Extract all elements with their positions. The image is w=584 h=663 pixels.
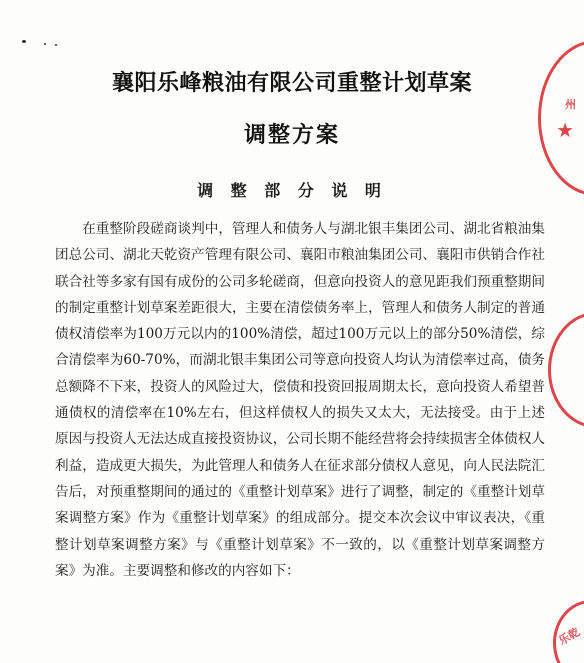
scan-speck: [44, 43, 46, 45]
document-title: 襄阳乐峰粮油有限公司重整计划草案: [111, 70, 472, 96]
seal-star-icon: ★: [556, 118, 574, 142]
seal-text-top: 州: [565, 98, 576, 111]
scan-speck: [22, 40, 26, 43]
seal-text-bottom: 乐乾: [556, 625, 583, 648]
document-subtitle: 调整方案: [243, 122, 340, 148]
seal-stamp-middle: [548, 312, 584, 428]
section-heading: 调 整 部 分 说 明: [197, 181, 387, 200]
scan-speck: [55, 44, 57, 46]
body-paragraph: 在重整阶段磋商谈判中，管理人和债务人与湖北银丰集团公司、湖北省粮油集团总公司、湖北天乾资产管理有限公司、襄阳市粮油集团公司、襄阳市供销合作社联合社等多家有国有成份的公司多轮磋商，但意向投资人的意见距我们预重整期间的制定重整计划草案差距很大，主要在清偿债务率上，管理人和债务人制定的普通债权清偿率为100万元以内的100%清偿，超过100万元以上的部分50%清偿，综合清偿率为60-70%，而湖北银丰集团公司等意向投资人均认为清偿率过高，债务总额降不下来，投资人的风险过大，偿债和投资回报周期太长，意向投资人希望普通债权的清偿率在10%左右，但这样债权人的损失又太大，无法接受。由于上述原因与投资人无法达成直接投资协议，公司长期不能经营将会持续损害全体债权人利益，造成更大损失，为此管理人和债务人在征求部分债权人意见，向人民法院汇告后，对预重整期间的通过的《重整计划草案》进行了调整，制定的《重整计划草案调整方案》作为《重整计划草案》的组成部分。提交本次会议中审议表决，《重整计划草案调整方案》与《重整计划草案》不一致的，以《重整计划草案调整方案》为准。主要调整和修改的内容如下：: [55, 221, 545, 579]
